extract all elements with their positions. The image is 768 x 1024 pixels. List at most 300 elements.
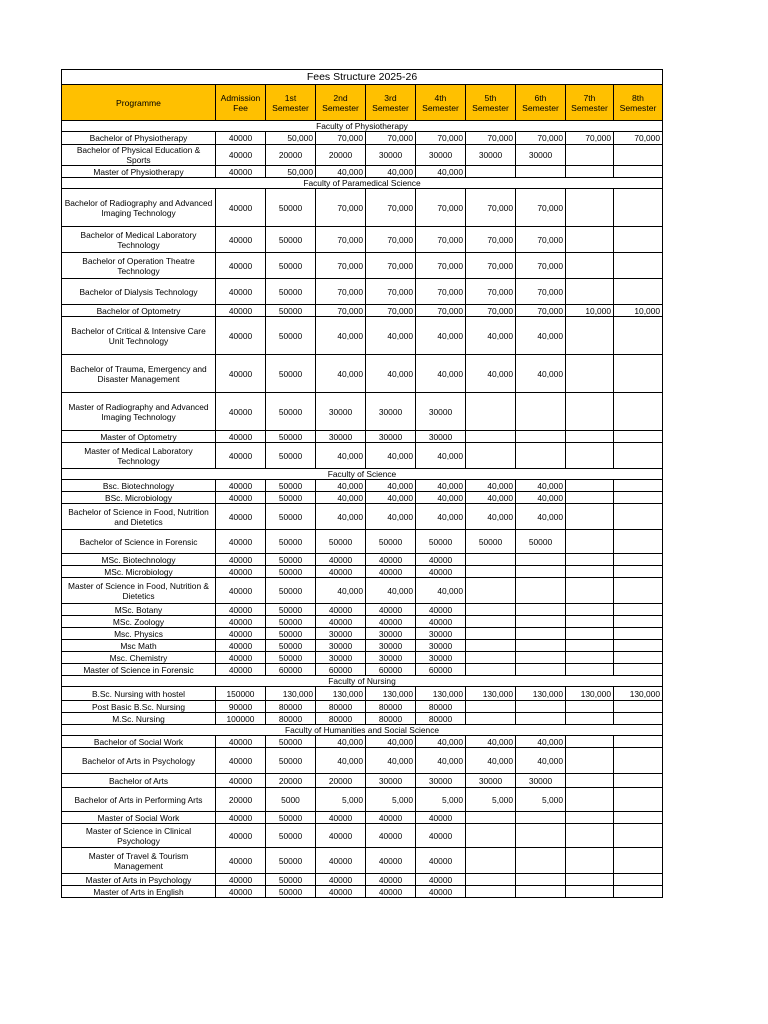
fee-cell [466,628,516,640]
fee-cell [566,355,614,393]
column-header: Admission Fee [216,85,266,121]
fee-cell [566,701,614,713]
fee-cell: 40000 [416,886,466,898]
fee-cell [614,604,663,616]
fee-cell: 40,000 [316,748,366,774]
fee-cell: 50000 [266,504,316,530]
fee-cell: 80000 [266,713,316,725]
fee-cell: 40,000 [516,736,566,748]
fee-cell: 40000 [366,604,416,616]
table-row [62,736,663,748]
table-row [62,554,663,566]
faculty-row [62,725,663,736]
programme-name: Master of Science in Forensic [62,664,216,676]
fee-cell [566,227,614,253]
fee-cell: 40000 [366,886,416,898]
fee-cell: 30000 [316,640,366,652]
fee-cell [516,874,566,886]
fee-cell [466,824,516,848]
fee-cell [466,640,516,652]
fee-cell [566,393,614,431]
header-row [62,85,663,121]
fee-cell: 60000 [266,664,316,676]
fee-cell: 40,000 [366,492,416,504]
fee-cell: 50000 [266,317,316,355]
fee-cell [516,701,566,713]
programme-name: Master of Radiography and Advanced Imaging Technology [62,393,216,431]
fee-cell: 40000 [216,393,266,431]
fee-cell: 30000 [416,393,466,431]
fee-cell: 70,000 [466,305,516,317]
faculty-heading: Faculty of Humanities and Social Science [62,725,663,736]
fee-cell [566,874,614,886]
fee-cell: 40000 [216,774,266,788]
fee-cell: 30000 [416,640,466,652]
fee-cell: 30000 [416,628,466,640]
fee-cell: 70,000 [516,305,566,317]
fee-cell: 40,000 [516,748,566,774]
fee-cell [566,774,614,788]
fees-table [61,69,663,898]
fee-cell: 50000 [416,530,466,554]
fee-cell [466,652,516,664]
programme-name: Bachelor of Trauma, Emergency and Disaster Management [62,355,216,393]
fee-cell: 50000 [266,279,316,305]
programme-name: BSc. Microbiology [62,492,216,504]
fee-cell: 30000 [466,145,516,166]
programme-name: Bsc. Biotechnology [62,480,216,492]
fee-cell: 40000 [216,604,266,616]
fee-cell: 40000 [216,886,266,898]
fee-cell [614,824,663,848]
fee-cell: 40000 [366,848,416,874]
table-row [62,132,663,145]
fee-cell: 50000 [516,530,566,554]
fee-cell [614,317,663,355]
fee-cell [466,664,516,676]
fee-cell [614,443,663,469]
fee-cell [614,393,663,431]
faculty-row [62,121,663,132]
column-header: 7th Semester [566,85,614,121]
fee-cell [566,886,614,898]
fee-cell: 70,000 [416,305,466,317]
fee-cell: 60000 [316,664,366,676]
fee-cell: 130,000 [266,687,316,701]
fee-cell: 70,000 [516,132,566,145]
fee-cell [466,443,516,469]
fee-cell [614,504,663,530]
fee-cell [566,492,614,504]
fee-cell [614,145,663,166]
fee-cell [566,166,614,178]
fee-cell: 70,000 [466,132,516,145]
fee-cell [516,812,566,824]
fee-cell [466,393,516,431]
fee-cell [566,616,614,628]
programme-name: Master of Science in Clinical Psychology [62,824,216,848]
fee-cell: 40,000 [516,355,566,393]
fee-cell: 40,000 [466,504,516,530]
fee-cell: 50000 [266,640,316,652]
fee-cell [614,227,663,253]
fee-cell: 90000 [216,701,266,713]
fee-cell: 30000 [316,431,366,443]
fee-cell: 50000 [266,578,316,604]
faculty-heading: Faculty of Science [62,469,663,480]
fee-cell [614,279,663,305]
fee-cell: 40000 [216,253,266,279]
fee-cell: 40,000 [516,480,566,492]
fee-cell: 40000 [216,566,266,578]
table-row [62,431,663,443]
fee-cell: 50000 [266,393,316,431]
fee-cell: 70,000 [466,189,516,227]
fee-cell: 40,000 [466,492,516,504]
column-header: 2nd Semester [316,85,366,121]
fee-cell: 30000 [366,393,416,431]
fee-cell [566,253,614,279]
fee-cell: 40,000 [416,736,466,748]
fee-cell: 40000 [216,812,266,824]
fee-cell: 50000 [266,874,316,886]
fee-cell: 40,000 [366,748,416,774]
fee-cell [566,279,614,305]
fee-cell: 70,000 [316,305,366,317]
table-row [62,530,663,554]
fee-cell: 5,000 [466,788,516,812]
table-row [62,393,663,431]
fee-cell: 40,000 [316,492,366,504]
fee-cell [566,554,614,566]
fee-cell: 30000 [366,145,416,166]
fee-cell: 20000 [216,788,266,812]
fee-cell: 30000 [316,628,366,640]
fee-cell: 40000 [416,566,466,578]
programme-name: Bachelor of Social Work [62,736,216,748]
fee-cell: 40000 [316,554,366,566]
table-row [62,886,663,898]
fee-cell [566,578,614,604]
fee-cell: 40,000 [366,578,416,604]
fee-cell: 40000 [216,279,266,305]
table-row [62,848,663,874]
fee-cell [566,431,614,443]
table-row [62,189,663,227]
fee-cell [516,848,566,874]
fee-cell [516,886,566,898]
fee-cell: 70,000 [416,189,466,227]
programme-name: MSc. Biotechnology [62,554,216,566]
fee-cell: 40,000 [316,736,366,748]
fee-cell: 20000 [316,774,366,788]
fee-cell: 80000 [366,713,416,725]
fee-cell: 40000 [216,578,266,604]
table-row [62,279,663,305]
fee-cell: 40000 [316,824,366,848]
fee-cell [566,604,614,616]
fee-cell [516,443,566,469]
column-header: 5th Semester [466,85,516,121]
fee-cell: 40000 [366,824,416,848]
programme-name: Master of Optometry [62,431,216,443]
fee-cell: 50000 [266,616,316,628]
fee-cell: 40000 [316,874,366,886]
fee-cell: 70,000 [366,132,416,145]
fee-cell [466,848,516,874]
fee-cell [566,664,614,676]
fee-cell [614,788,663,812]
programme-name: Bachelor of Science in Food, Nutrition and Dietetics [62,504,216,530]
fee-cell: 30000 [466,774,516,788]
fee-cell [516,640,566,652]
programme-name: Bachelor of Critical & Intensive Care Unit Technology [62,317,216,355]
fee-cell: 100000 [216,713,266,725]
fee-cell: 40000 [216,480,266,492]
table-row [62,748,663,774]
fee-cell [566,713,614,725]
table-row [62,687,663,701]
fee-cell: 40,000 [416,492,466,504]
fee-cell: 40,000 [416,166,466,178]
fee-cell [516,604,566,616]
fee-cell: 40000 [216,664,266,676]
programme-name: Bachelor of Arts in Psychology [62,748,216,774]
fee-cell: 50000 [266,848,316,874]
fee-cell [516,554,566,566]
fee-cell: 50000 [266,824,316,848]
fee-cell: 40000 [216,848,266,874]
fee-cell [516,393,566,431]
table-row [62,664,663,676]
fee-cell: 70,000 [316,189,366,227]
fee-cell: 5000 [266,788,316,812]
fee-cell: 40000 [216,652,266,664]
fee-cell [614,355,663,393]
fee-cell: 80000 [416,713,466,725]
column-header: 1st Semester [266,85,316,121]
fee-cell: 30000 [416,431,466,443]
fee-cell: 50000 [266,812,316,824]
table-row [62,652,663,664]
fee-cell [516,566,566,578]
fee-cell: 40000 [216,874,266,886]
fee-cell [516,166,566,178]
fee-cell: 60000 [366,664,416,676]
programme-name: Bachelor of Physiotherapy [62,132,216,145]
fee-cell: 150000 [216,687,266,701]
programme-name: Master of Arts in English [62,886,216,898]
fee-cell: 130,000 [416,687,466,701]
fee-cell [614,874,663,886]
table-row [62,628,663,640]
table-row [62,578,663,604]
programme-name: Master of Medical Laboratory Technology [62,443,216,469]
fee-cell [614,701,663,713]
fee-cell: 40000 [316,616,366,628]
programme-name: MSc. Zoology [62,616,216,628]
fee-cell: 40000 [216,355,266,393]
fee-cell: 5,000 [516,788,566,812]
fee-cell: 20000 [266,774,316,788]
fee-cell: 40000 [216,616,266,628]
fee-cell [566,145,614,166]
fee-cell [516,616,566,628]
fee-cell: 40000 [316,566,366,578]
fee-cell: 40,000 [466,736,516,748]
fee-cell [466,578,516,604]
fee-cell: 40000 [216,492,266,504]
fee-cell [566,189,614,227]
fee-cell: 30000 [316,652,366,664]
fee-cell: 70,000 [614,132,663,145]
fee-cell: 70,000 [516,227,566,253]
programme-name: Post Basic B.Sc. Nursing [62,701,216,713]
fee-cell: 40000 [216,317,266,355]
table-row [62,701,663,713]
fee-cell: 70,000 [466,227,516,253]
fee-cell [466,566,516,578]
fee-cell: 70,000 [516,189,566,227]
fee-cell: 130,000 [466,687,516,701]
fee-cell [614,578,663,604]
fee-cell: 70,000 [316,279,366,305]
fee-cell: 40000 [216,443,266,469]
fee-cell: 40000 [316,886,366,898]
fee-cell [614,616,663,628]
faculty-heading: Faculty of Paramedical Science [62,178,663,189]
table-row [62,492,663,504]
table-row [62,824,663,848]
faculty-row [62,676,663,687]
fee-cell: 40000 [416,874,466,886]
fee-cell: 40000 [216,227,266,253]
fee-cell: 70,000 [466,253,516,279]
fee-cell: 40000 [216,431,266,443]
fee-cell: 80000 [266,701,316,713]
fee-cell [516,664,566,676]
fee-cell: 70,000 [416,279,466,305]
fee-cell [566,652,614,664]
programme-name: Msc Math [62,640,216,652]
fee-cell [614,566,663,578]
fee-cell [614,748,663,774]
fee-cell: 130,000 [516,687,566,701]
fee-cell: 70,000 [416,132,466,145]
fee-cell [516,824,566,848]
fee-cell: 40000 [366,554,416,566]
fee-cell: 5,000 [416,788,466,812]
fee-cell: 40000 [216,554,266,566]
table-row [62,640,663,652]
fee-cell: 40,000 [316,504,366,530]
fee-cell [614,774,663,788]
fee-cell: 40,000 [366,317,416,355]
column-header: 3rd Semester [366,85,416,121]
fee-cell: 10,000 [566,305,614,317]
fee-cell [466,166,516,178]
fee-cell: 40000 [366,616,416,628]
fee-cell: 30000 [366,628,416,640]
fee-cell: 40000 [316,848,366,874]
fee-cell: 5,000 [366,788,416,812]
fee-cell [466,604,516,616]
fee-cell: 50000 [266,736,316,748]
programme-name: Master of Physiotherapy [62,166,216,178]
fee-cell [614,530,663,554]
column-header: 6th Semester [516,85,566,121]
programme-name: Bachelor of Medical Laboratory Technology [62,227,216,253]
fee-cell [614,189,663,227]
fee-cell: 40,000 [316,578,366,604]
fee-cell: 50000 [266,628,316,640]
fee-cell: 50,000 [266,166,316,178]
fee-cell: 40000 [416,604,466,616]
fee-cell: 40000 [216,628,266,640]
fee-cell: 70,000 [316,253,366,279]
table-row [62,616,663,628]
fee-cell: 50000 [266,227,316,253]
fee-cell [566,504,614,530]
fee-cell: 40,000 [416,355,466,393]
table-row [62,305,663,317]
fee-cell: 50000 [316,530,366,554]
fee-cell: 5,000 [316,788,366,812]
fee-cell [566,443,614,469]
fee-cell: 30000 [416,145,466,166]
fee-cell: 30000 [366,640,416,652]
fee-cell: 40,000 [516,317,566,355]
fee-cell: 40000 [416,616,466,628]
programme-name: Bachelor of Operation Theatre Technology [62,253,216,279]
programme-name: Bachelor of Optometry [62,305,216,317]
programme-name: Msc. Chemistry [62,652,216,664]
fee-cell: 40000 [216,145,266,166]
fee-cell: 40,000 [316,317,366,355]
fee-cell: 130,000 [614,687,663,701]
fee-cell: 40,000 [416,748,466,774]
fee-cell: 40000 [416,824,466,848]
fee-cell [614,812,663,824]
faculty-heading: Faculty of Physiotherapy [62,121,663,132]
fee-cell [516,713,566,725]
programme-name: Bachelor of Arts in Performing Arts [62,788,216,812]
fee-cell [566,848,614,874]
fee-cell: 10,000 [614,305,663,317]
table-row [62,812,663,824]
fee-cell [466,713,516,725]
fee-cell: 50000 [266,305,316,317]
fee-cell: 40,000 [416,504,466,530]
fee-cell [516,652,566,664]
fee-cell: 40,000 [466,355,516,393]
fee-cell: 30000 [516,145,566,166]
column-header: 8th Semester [614,85,663,121]
fee-cell [566,812,614,824]
fee-cell: 70,000 [516,253,566,279]
fee-cell: 70,000 [316,132,366,145]
fee-cell: 40000 [216,530,266,554]
faculty-heading: Faculty of Nursing [62,676,663,687]
fee-cell [614,664,663,676]
fee-cell [614,431,663,443]
fee-cell: 130,000 [566,687,614,701]
programme-name: Msc. Physics [62,628,216,640]
fee-cell: 50000 [266,554,316,566]
table-row [62,504,663,530]
fee-cell: 40,000 [466,317,516,355]
fee-cell: 40,000 [316,355,366,393]
